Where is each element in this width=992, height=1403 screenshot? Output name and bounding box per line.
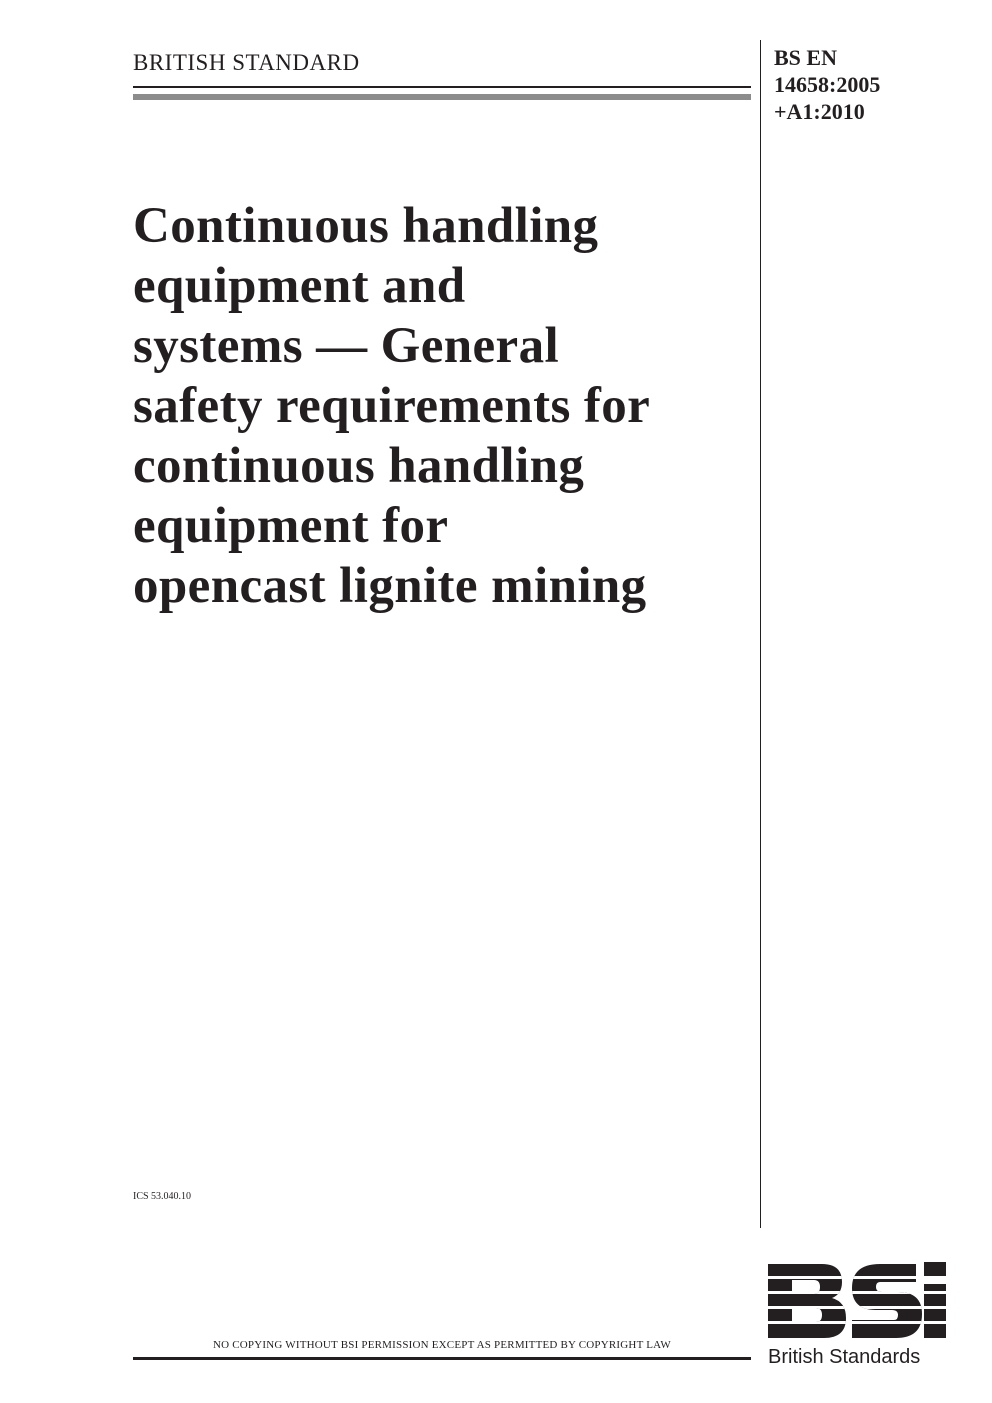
copyright-notice: NO COPYING WITHOUT BSI PERMISSION EXCEPT AS PERMITTED BY COPYRIGHT LAW — [212, 1339, 672, 1351]
standard-number-line: 14658:2005 — [774, 72, 881, 97]
vertical-divider — [760, 40, 761, 1228]
title-line: safety requirements for — [133, 378, 651, 434]
header-rule-thick — [133, 94, 751, 100]
standard-number — [774, 44, 880, 125]
ics-code: ICS 53.040.10 — [133, 1191, 192, 1202]
standard-number-line: +A1:2010 — [774, 99, 865, 124]
bsi-logo-caption: British Standards — [768, 1346, 921, 1368]
title-line: equipment for — [133, 498, 449, 554]
title-line: opencast lignite mining — [133, 558, 647, 614]
title-line: systems — General — [133, 318, 560, 374]
standard-number-line: BS EN — [774, 45, 837, 70]
title-line: Continuous handling — [133, 198, 599, 254]
title-line: equipment and — [133, 258, 466, 314]
title-line: continuous handling — [133, 438, 585, 494]
footer-rule — [133, 1357, 751, 1360]
series-label: BRITISH STANDARD — [133, 50, 360, 75]
header-rule-thin — [133, 86, 751, 88]
document-title — [133, 196, 758, 616]
